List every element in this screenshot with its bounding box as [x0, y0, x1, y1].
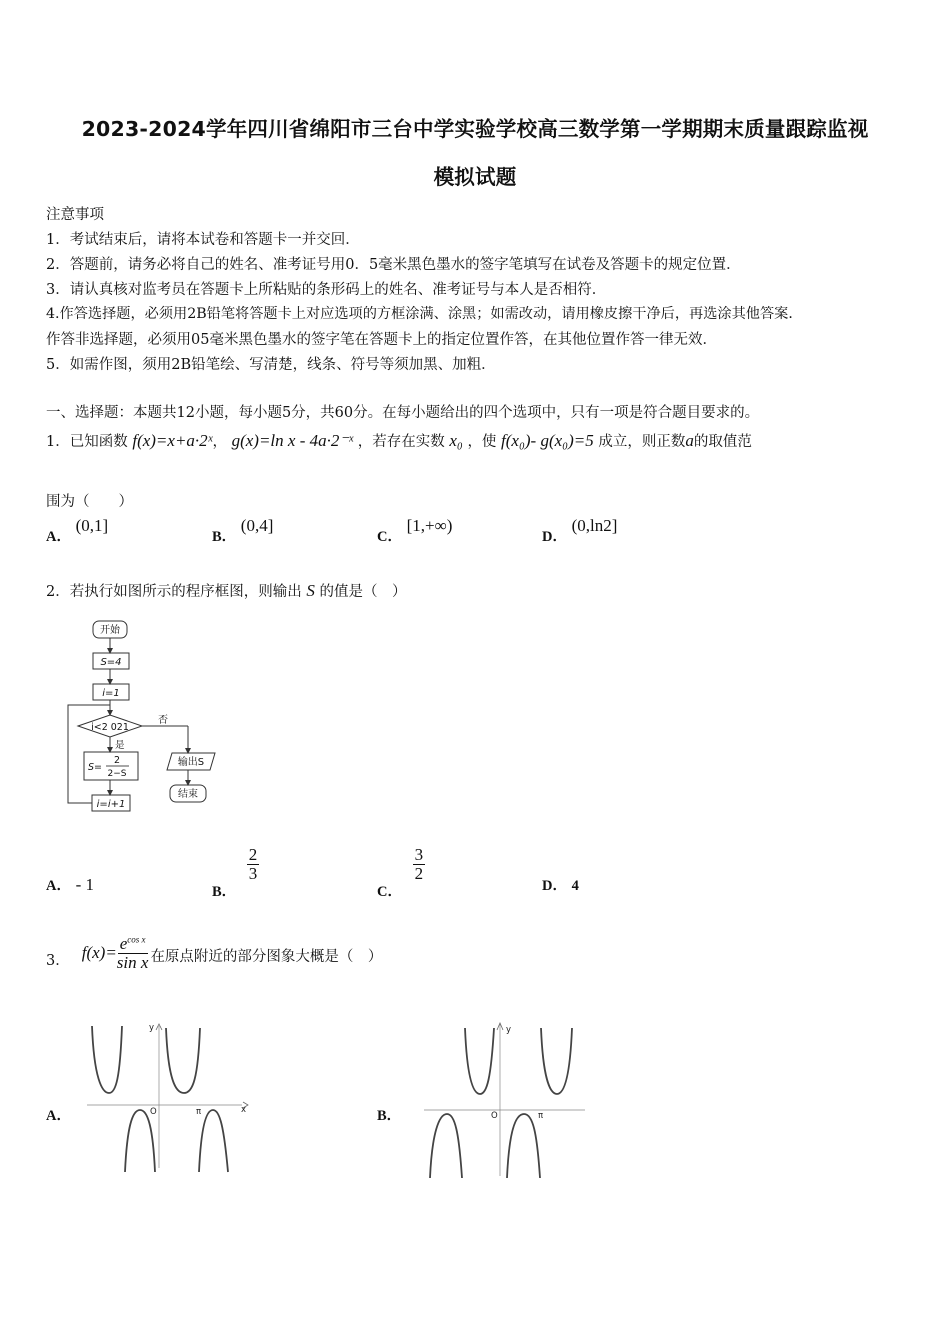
q1-option-d: [542, 516, 618, 546]
q2-option-c-frac: [413, 846, 426, 883]
q1-x0: x₀: [449, 431, 463, 450]
flow-no-label: 否: [158, 715, 168, 726]
q1-option-c-value: [1,+∞): [406, 516, 453, 535]
notice-item-4: 4.作答选择题，必须用2B铅笔将答题卡上对应选项的方框涂满、涂黑；如需改动，请用橡皮擦干净后，再选涂其他答案．: [46, 306, 803, 322]
q3-graph-a-label: A．: [46, 1108, 71, 1124]
q3-numer-base: e: [119, 934, 128, 953]
q2-option-a: [46, 874, 94, 895]
q2-option-b: [212, 845, 259, 901]
q2-option-d-label: D．: [542, 878, 567, 894]
notice-heading: 注意事项: [46, 207, 104, 223]
q3-lhs: f(x)=: [81, 943, 117, 963]
q2-option-d-value: 4: [571, 878, 579, 894]
q2-option-b-label: B．: [212, 884, 237, 901]
graph-b-y-label: y: [506, 1025, 512, 1035]
q1-mid3: 成立，则正数: [598, 434, 686, 450]
q1-prefix: 1．已知函数: [46, 434, 128, 450]
graph-a-y-label: y: [149, 1023, 155, 1033]
q3-graph-b: [420, 1018, 592, 1180]
q1-f-def: f(x)=x+a·2ˣ: [132, 431, 213, 450]
q1-option-c: [377, 516, 453, 546]
q1-mid2: ，使: [467, 434, 497, 450]
exam-title-line2: 模拟试题: [433, 165, 517, 189]
q2-option-b-den: 3: [248, 863, 258, 883]
question-3: [46, 935, 382, 972]
graph-b-origin: O: [491, 1111, 498, 1121]
q1-option-d-label: D．: [542, 529, 567, 545]
question-2: [46, 580, 406, 601]
graph-a-pi: π: [196, 1107, 202, 1117]
flow-assign-den: 2−S: [107, 769, 127, 779]
notice-item-3: 3．请认真核对监考员在答题卡上所粘贴的条形码上的姓名、准考证号与本人是否相符．: [46, 282, 607, 298]
q2-option-c: [377, 845, 425, 901]
q1-g-def: g(x)=ln x - 4a·2⁻ˣ: [231, 431, 354, 450]
q2-text-pre: 2．若执行如图所示的程序框图，则输出: [46, 584, 302, 600]
q2-option-a-label: A．: [46, 878, 71, 894]
q1-option-b-value: (0,4]: [240, 516, 274, 535]
q1-option-b: [212, 516, 274, 546]
q3-graph-b-label: B．: [377, 1108, 402, 1124]
q3-text: 在原点附近的部分图象大概是（ ）: [150, 948, 383, 965]
exam-title-line1: 2023-2024学年四川省绵阳市三台中学实验学校高三数学第一学期期末质量跟踪监视: [81, 117, 869, 141]
notice-item-1: 1．考试结束后，请将本试卷和答题卡一并交回．: [46, 232, 360, 248]
q3-number: 3．: [46, 952, 70, 969]
flow-increment-label: i=i+1: [96, 799, 126, 810]
flow-condition-label: i<2 021: [91, 722, 129, 733]
section-heading: 一、选择题：本题共12小题，每小题5分，共60分。在每小题给出的四个选项中，只有一项是符合题目要求的。: [46, 405, 760, 421]
q1-option-a: [46, 516, 109, 546]
notice-item-2: 2．答题前，请务必将自己的姓名、准考证号用0．5毫米黑色墨水的签字笔填写在试卷及答题卡的规定位置．: [46, 257, 741, 273]
q1-option-c-label: C．: [377, 529, 402, 545]
q1-suffix: 的取值范: [693, 434, 752, 450]
q1-option-d-value: (0,ln2]: [571, 516, 618, 535]
q3-numer-sup: cos x: [127, 934, 146, 945]
q2-text-post: 的值是（ ）: [319, 584, 407, 600]
flow-assign-left: S=: [88, 762, 102, 773]
flow-assign-num: 2: [113, 755, 121, 766]
flow-start-label: 开始: [100, 625, 120, 636]
flow-output-label: 输出S: [177, 757, 205, 768]
q3-fraction: [117, 935, 149, 972]
q3-numerator: [118, 935, 148, 954]
q2-option-c-num: 3: [414, 845, 424, 864]
q2-var: S: [306, 581, 315, 600]
q2-option-d: [542, 874, 579, 895]
q2-flowchart: [60, 615, 230, 830]
q1-line2: 围为（ ）: [46, 494, 133, 510]
q1-option-a-label: A．: [46, 529, 71, 545]
q2-option-b-frac: [247, 846, 260, 883]
graph-a-x-label: x: [241, 1105, 247, 1115]
graph-a-origin: O: [150, 1107, 157, 1117]
flow-yes-label: 是: [115, 740, 125, 751]
notice-item-5: 5．如需作图，须用2B铅笔绘、写清楚，线条、符号等须加黑、加粗．: [46, 357, 496, 373]
q1-mid: ，若存在实数: [357, 434, 445, 450]
q1-condition: f(x₀)- g(x₀)=5: [501, 431, 594, 450]
q2-option-c-den: 2: [414, 863, 424, 883]
q1-sep: ，: [212, 434, 227, 450]
q3-denominator: sin x: [116, 952, 149, 972]
q2-option-c-label: C．: [377, 884, 402, 901]
q1-option-b-label: B．: [212, 529, 237, 545]
notice-item-4-cont: 作答非选择题，必须用05毫米黑色墨水的签字笔在答题卡上的指定位置作答，在其他位置作答一律无效．: [46, 332, 717, 348]
q1-a: a: [685, 431, 694, 450]
flow-init-i-label: i=1: [102, 688, 120, 699]
flow-end-label: 结束: [178, 789, 198, 800]
q1-option-a-value: (0,1]: [75, 516, 109, 535]
q2-option-a-value: - 1: [75, 875, 95, 894]
q2-option-b-num: 2: [248, 845, 258, 864]
flow-init-s-label: S=4: [100, 657, 122, 668]
graph-b-pi: π: [538, 1111, 544, 1121]
question-1: [46, 430, 752, 451]
q3-graph-a: [82, 1018, 258, 1178]
